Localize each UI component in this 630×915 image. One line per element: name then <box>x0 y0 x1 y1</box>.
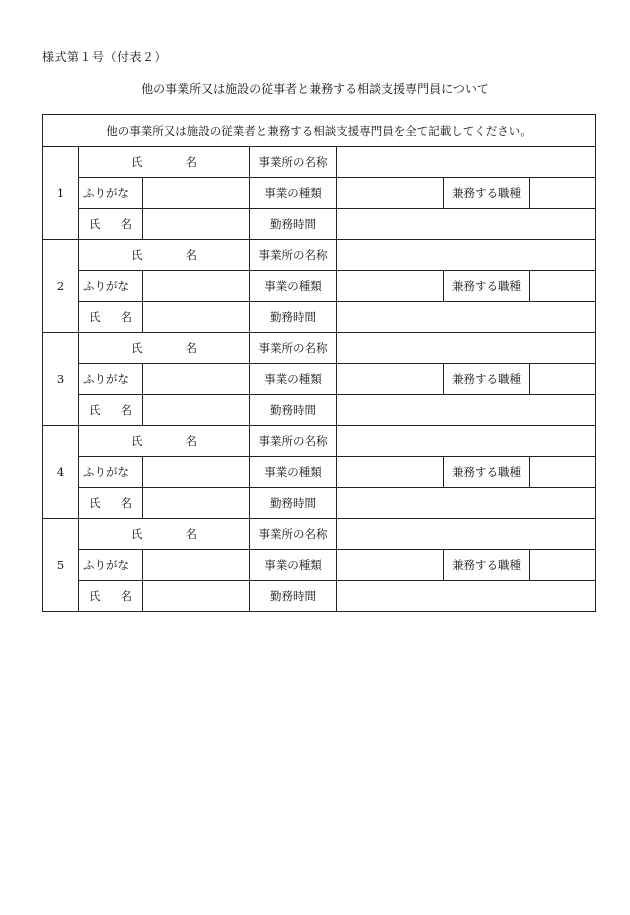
entry-number: 5 <box>43 519 79 612</box>
name-label-mei: 名 <box>120 496 132 510</box>
name-header-shi: 氏 <box>131 248 143 262</box>
name-field[interactable] <box>143 302 250 333</box>
name-header-shi: 氏 <box>131 155 143 169</box>
name-label <box>79 395 143 426</box>
name-field[interactable] <box>143 581 250 612</box>
work-hours-label: 勤務時間 <box>250 302 337 333</box>
business-type-label: 事業の種類 <box>250 364 337 395</box>
business-type-label: 事業の種類 <box>250 178 337 209</box>
name-header-shi: 氏 <box>131 527 143 541</box>
name-header-mei: 名 <box>185 341 197 355</box>
name-header-cell <box>79 240 250 271</box>
furigana-field[interactable] <box>143 457 250 488</box>
name-header-cell <box>79 426 250 457</box>
name-field[interactable] <box>143 209 250 240</box>
name-header-cell <box>79 147 250 178</box>
name-label-mei: 名 <box>120 589 132 603</box>
business-type-field[interactable] <box>337 364 444 395</box>
name-header-mei: 名 <box>185 527 197 541</box>
table-row <box>43 395 596 426</box>
office-name-label: 事業所の名称 <box>250 147 337 178</box>
name-label-shi: 氏 <box>89 217 101 231</box>
concurrent-job-field[interactable] <box>530 178 596 209</box>
work-hours-field[interactable] <box>337 209 596 240</box>
business-type-field[interactable] <box>337 550 444 581</box>
furigana-label: ふりがな <box>79 550 143 581</box>
name-label-shi: 氏 <box>89 589 101 603</box>
name-field[interactable] <box>143 488 250 519</box>
business-type-label: 事業の種類 <box>250 457 337 488</box>
table-row <box>43 271 596 302</box>
office-name-field[interactable] <box>337 240 596 271</box>
document-title: 他の事業所又は施設の従事者と兼務する相談支援専門員について <box>141 82 489 96</box>
instruction-text: 他の事業所又は施設の従業者と兼務する相談支援専門員を全て記載してください。 <box>43 115 596 147</box>
table-row <box>43 550 596 581</box>
name-label-shi: 氏 <box>89 403 101 417</box>
name-label <box>79 302 143 333</box>
furigana-field[interactable] <box>143 271 250 302</box>
business-type-field[interactable] <box>337 178 444 209</box>
work-hours-field[interactable] <box>337 488 596 519</box>
name-label-shi: 氏 <box>89 496 101 510</box>
office-name-field[interactable] <box>337 333 596 364</box>
name-header-cell <box>79 333 250 364</box>
office-name-field[interactable] <box>337 147 596 178</box>
name-header-mei: 名 <box>185 155 197 169</box>
furigana-label: ふりがな <box>79 364 143 395</box>
name-label-mei: 名 <box>120 217 132 231</box>
instruction-row <box>43 115 596 147</box>
concurrent-job-field[interactable] <box>530 271 596 302</box>
office-name-label: 事業所の名称 <box>250 240 337 271</box>
table-row <box>43 302 596 333</box>
concurrent-job-field[interactable] <box>530 457 596 488</box>
entry-number: 2 <box>43 240 79 333</box>
work-hours-field[interactable] <box>337 395 596 426</box>
furigana-field[interactable] <box>143 550 250 581</box>
name-label <box>79 209 143 240</box>
office-name-field[interactable] <box>337 519 596 550</box>
table-row <box>43 147 596 178</box>
furigana-field[interactable] <box>143 178 250 209</box>
office-name-label: 事業所の名称 <box>250 333 337 364</box>
concurrent-job-label: 兼務する職種 <box>444 271 530 302</box>
business-type-label: 事業の種類 <box>250 550 337 581</box>
form-number: 様式第１号（付表２） <box>42 50 168 64</box>
staff-table <box>42 114 596 612</box>
office-name-label: 事業所の名称 <box>250 519 337 550</box>
work-hours-field[interactable] <box>337 581 596 612</box>
name-header-mei: 名 <box>185 248 197 262</box>
table-row <box>43 519 596 550</box>
furigana-field[interactable] <box>143 364 250 395</box>
entry-number: 4 <box>43 426 79 519</box>
concurrent-job-field[interactable] <box>530 364 596 395</box>
table-row <box>43 209 596 240</box>
table-row <box>43 581 596 612</box>
work-hours-label: 勤務時間 <box>250 209 337 240</box>
name-label-mei: 名 <box>120 310 132 324</box>
name-label-mei: 名 <box>120 403 132 417</box>
office-name-field[interactable] <box>337 426 596 457</box>
concurrent-job-label: 兼務する職種 <box>444 457 530 488</box>
name-label-shi: 氏 <box>89 310 101 324</box>
concurrent-job-label: 兼務する職種 <box>444 550 530 581</box>
concurrent-job-label: 兼務する職種 <box>444 178 530 209</box>
name-header-shi: 氏 <box>131 341 143 355</box>
entry-number: 1 <box>43 147 79 240</box>
table-row <box>43 457 596 488</box>
table-row <box>43 178 596 209</box>
work-hours-label: 勤務時間 <box>250 488 337 519</box>
furigana-label: ふりがな <box>79 271 143 302</box>
table-row <box>43 240 596 271</box>
business-type-field[interactable] <box>337 271 444 302</box>
business-type-field[interactable] <box>337 457 444 488</box>
name-label <box>79 581 143 612</box>
name-header-mei: 名 <box>185 434 197 448</box>
entry-number: 3 <box>43 333 79 426</box>
table-row <box>43 333 596 364</box>
table-row <box>43 364 596 395</box>
name-field[interactable] <box>143 395 250 426</box>
furigana-label: ふりがな <box>79 178 143 209</box>
concurrent-job-field[interactable] <box>530 550 596 581</box>
work-hours-field[interactable] <box>337 302 596 333</box>
business-type-label: 事業の種類 <box>250 271 337 302</box>
work-hours-label: 勤務時間 <box>250 581 337 612</box>
concurrent-job-label: 兼務する職種 <box>444 364 530 395</box>
name-header-cell <box>79 519 250 550</box>
furigana-label: ふりがな <box>79 457 143 488</box>
table-row <box>43 426 596 457</box>
work-hours-label: 勤務時間 <box>250 395 337 426</box>
table-row <box>43 488 596 519</box>
office-name-label: 事業所の名称 <box>250 426 337 457</box>
name-header-shi: 氏 <box>131 434 143 448</box>
name-label <box>79 488 143 519</box>
